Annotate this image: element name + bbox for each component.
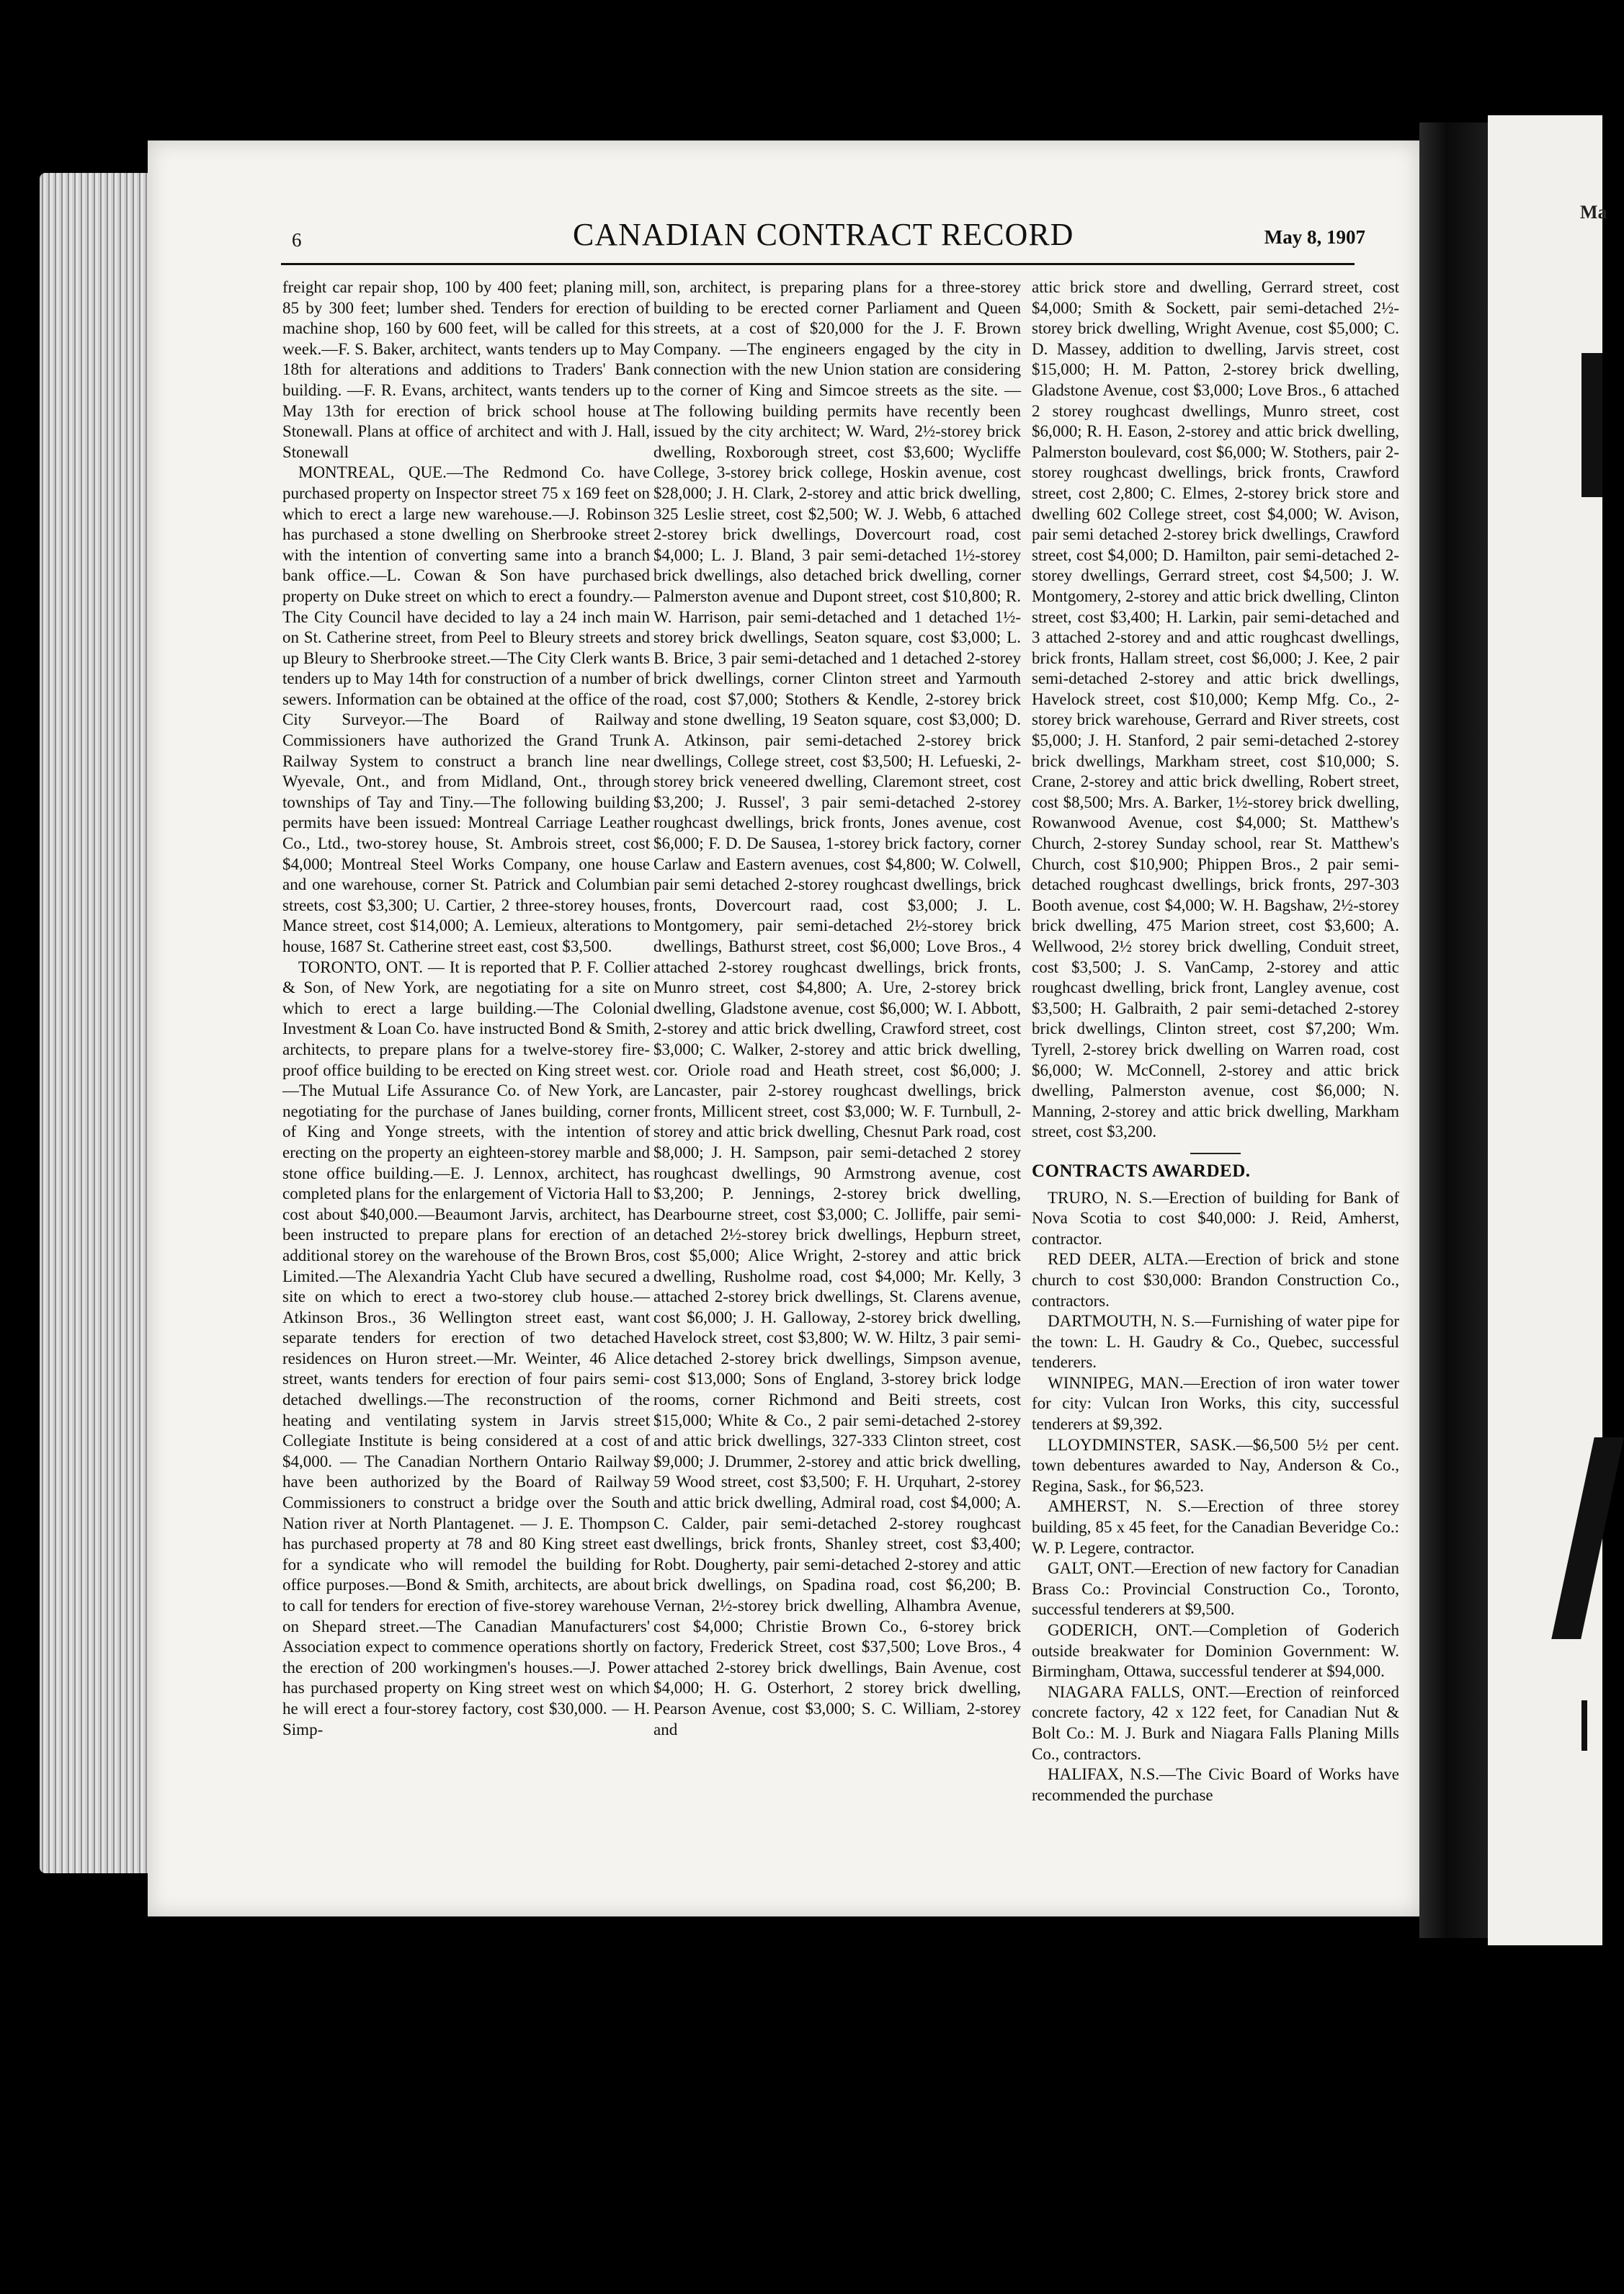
contract-award: GODERICH, ONT.—Completion of Goderich outside breakwater for Dominion Government: W. Birmingham, Ottawa, successful tenderer at $94,000. [1032, 1621, 1399, 1681]
contract-award: HALIFAX, N.S.—The Civic Board of Works have recommended the purchase [1032, 1765, 1399, 1804]
page-header [292, 216, 1365, 259]
book-page-edges [40, 173, 155, 1873]
contract-award: LLOYDMINSTER, SASK.—$6,500 5½ per cent. town debentures awarded to Nay, Anderson & Co., Regina, Sask., for $6,523. [1032, 1435, 1399, 1495]
facing-page-header-fragment: Ma [1580, 202, 1607, 223]
contract-award: WINNIPEG, MAN.—Erection of iron water tower for city: Vulcan Iron Works, this city, successful tenderers at $9,392. [1032, 1373, 1399, 1434]
journal-title: CANADIAN CONTRACT RECORD [573, 217, 1074, 252]
section-heading: CONTRACTS AWARDED. [1032, 1161, 1251, 1181]
contract-award: DARTMOUTH, N. S.—Furnishing of water pipe for the town: L. H. Gaudry & Co., Quebec, successful tenderers. [1032, 1312, 1399, 1372]
text-column-3 [1032, 277, 1399, 1806]
text-column-1 [282, 277, 650, 1740]
paragraph: attic brick store and dwelling, Gerrard street, cost $4,000; Smith & Sockett, pair semi-detached 2½-storey brick dwelling, Wright Avenue, cost $5,000; C. D. Massey, addition to dwelling, Jarvis street, cost $15,000; H. M. Patton, 2-storey brick dwelling, Gladstone Avenue, cost $3,000; Love Bros., 6 attached 2 storey roughcast dwellings, Munro street, cost $6,000; R. H. Eason, 2-storey and attic brick dwelling, Palmerston boulevard, cost $6,000; W. Stothers, pair 2-storey roughcast dwellings, brick fronts, Crawford street, cost 2,800; C. Elmes, 2-storey brick store and dwelling 602 College street, cost $4,000; W. Avison, pair semi detached 2-storey brick dwellings, Crawford street, cost $4,000; D. Hamilton, pair semi-detached 2-storey dwellings, Gerrard street, cost $4,500; J. W. Montgomery, 2-storey and attic brick dwelling, Clinton street, cost $3,400; H. Larkin, pair semi-detached and 3 attached 2-storey and and attic roughcast dwellings, brick fronts, Hallam street, cost $6,000; J. Kee, 2 pair semi-detached 2-storey and attic brick dwellings, Havelock street, cost $10,000; Kemp Mfg. Co., 2-storey brick warehouse, Gerrard and River streets, cost $5,000; J. H. Stanford, 2 pair semi-detached 2-storey brick dwellings, Markham street, cost $10,000; S. Crane, 2-storey and attic brick dwelling, Robert street, cost $8,500; Mrs. A. Barker, 1½-storey brick dwelling, Rowanwood Avenue, cost $4,000; St. Matthew's Church, 2-storey Sunday school, rear St. Matthew's Church, cost $10,900; Phippen Bros., 2 pair semi-detached roughcast dwellings, brick fronts, 297-303 Booth avenue, cost $4,000; W. H. Bagshaw, 2½-storey brick dwelling, 475 Marion street, cost $3,600; A. Wellwood, 2½ storey brick dwelling, Conduit street, cost $3,500; J. S. VanCamp, 2-storey and attic roughcast dwelling, brick front, Langley avenue, cost $3,500; H. Galbraith, 2 pair semi-detached 2-storey brick dwellings, Clinton street, cost $7,200; Wm. Tyrell, 2-storey brick dwelling on Warren road, cost $6,000; W. McConnell, 2-storey and attic brick dwelling, Palmerston avenue, cost $6,000; N. Manning, 2-storey and attic brick dwelling, Markham street, cost $3,200. [1032, 278, 1399, 1141]
paragraph: TORONTO, ONT. — It is reported that P. F. Collier & Son, of New York, are negotiating for a site on which to erect a large building.—The Colonial Investment & Loan Co. have instructed Bond & Smith, architects, to prepare plans for a twelve-storey fire-proof office building to be erected on King street west.—The Mutual Life Assurance Co. of New York, are negotiating for the purchase of Janes building, corner of King and Yonge streets, with the intention of erecting on the property an eighteen-storey marble and stone office building.—E. J. Lennox, architect, has completed plans for the enlargement of Victoria Hall to cost about $40,000.—Beaumont Jarvis, architect, has been instructed to prepare plans for erection of an additional storey on the warehouse of the Brown Bros, Limited.—The Alexandria Yacht Club have secured a site on which to erect a two-storey club house.—Atkinson Bros., 36 Wellington street east, want separate tenders for erection of two detached residences on Huron street.—Mr. Weinter, 46 Alice street, wants tenders for erection of four pairs semi-detached dwellings.—The reconstruction of the heating and ventilating system in Jarvis street Collegiate Institute is being considered at a cost of $4,000. — The Canadian Northern Ontario Railway have been authorized by the Board of Railway Commissioners to construct a bridge over the South Nation river at North Plantagenet. — J. E. Thompson has purchased property at 78 and 80 King street east for a syndicate who will remodel the building for office purposes.—Bond & Smith, architects, are about to call for tenders for erection of five-storey warehouse on Shepard street.—The Canadian Manufacturers' Association expect to commence operations shortly on the erection of 200 workingmen's houses.—J. Power has purchased property on King street west on which he will erect a four-storey factory, cost $30,000. — H. Simp- [282, 958, 650, 1739]
text-column-2 [653, 277, 1021, 1740]
section-divider [1190, 1153, 1241, 1154]
paragraph: son, architect, is preparing plans for a three-storey building to be erected corner Parliament and Queen streets, at a cost of $20,000 for the J. F. Brown Company. —The engineers engaged by the city in connection with the new Union station are considering the corner of King and Simcoe streets as the site. — The following building permits have recently been issued by the city architect; W. Ward, 2½-storey brick dwelling, Roxborough street, cost $3,600; Wycliffe College, 3-storey brick college, Hoskin avenue, cost $28,000; J. H. Clark, 2-storey and attic brick dwelling, 325 Leslie street, cost $2,500; W. J. Webb, 6 attached 2-storey brick dwellings, Dovercourt road, cost $4,000; L. J. Bland, 3 pair semi-detached 1½-storey brick dwellings, also detached brick dwelling, corner Palmerston avenue and Dupont street, cost $10,800; R. W. Harrison, pair semi-detached and 1 detached 1½-storey brick dwellings, Seaton square, cost $3,000; L. B. Brice, 3 pair semi-detached and 1 detached 2-storey brick dwellings, corner Clinton street and Yarmouth road, cost $7,000; Stothers & Kendle, 2-storey brick and stone dwelling, 19 Seaton square, cost $3,000; D. A. Atkinson, pair semi-detached 2-storey brick dwellings, College street, cost $3,500; H. Lefueski, 2-storey brick veneered dwelling, Claremont street, cost $3,200; J. Russel', 3 pair semi-detached 2-storey roughcast dwellings, brick fronts, Jones avenue, cost $6,000; F. D. De Sausea, 1-storey brick factory, corner Carlaw and Eastern avenues, cost $4,800; W. Colwell, pair semi detached 2-storey roughcast dwellings, brick fronts, Dovercourt raad, cost $3,000; J. L. Montgomery, pair semi-detached 2½-storey brick dwellings, Bathurst street, cost $6,000; Love Bros., 4 attached 2-storey roughcast dwellings, brick fronts, Munro street, cost $4,800; A. Ure, 2-storey brick dwelling, Gladstone avenue, cost $6,000; W. I. Abbott, 2-storey and attic brick dwelling, Crawford street, cost $3,000; C. Walker, 2-storey and attic brick dwelling, cor. Oriole road and Heath street, cost $6,000; J. Lancaster, pair 2-storey roughcast dwellings, brick fronts, Millicent street, cost $3,000; W. F. Turnbull, 2-storey and attic brick dwelling, Chesnut Park road, cost $8,000; J. H. Sampson, pair semi-detached 2 storey roughcast dwellings, 90 Armstrong avenue, cost $3,200; P. Jennings, 2-storey brick dwelling, Dearbourne street, cost $3,000; C. Jolliffe, pair semi-detached 2½-storey brick dwellings, Hepburn street, cost $5,000; Alice Wright, 2-storey and attic brick dwelling, Rusholme road, cost $4,000; Mr. Kelly, 3 attached 2-storey brick dwellings, St. Clarens avenue, cost $6,000; J. H. Galloway, 2-storey brick dwelling, Havelock street, cost $3,800; W. W. Hiltz, 3 pair semi-detached 2-storey brick dwellings, Simpson avenue, cost $13,000; Sons of England, 3-storey brick lodge rooms, corner Richmond and Beiti streets, cost $15,000; White & Co., 2 pair semi-detached 2-storey and attic brick dwellings, 327-333 Clinton street, cost $9,000; J. Drummer, 2-storey and attic brick dwelling, 59 Wood street, cost $3,500; F. H. Urquhart, 2-storey and attic brick dwelling, Admiral road, cost $4,000; A. C. Calder, pair semi-detached 2-storey roughcast dwellings, brick fronts, Shanley street, cost $3,400; Robt. Dougherty, pair semi-detached 2-storey and attic brick dwellings, on Spadina road, cost $6,200; B. Vernan, 2½-storey brick dwelling, Alhambra Avenue, cost $4,000; Christie Brown Co., 6-storey brick factory, Frederick Street, cost $37,500; Love Bros., 4 attached 2-storey brick dwellings, Bain Avenue, cost $4,000; H. G. Osterhort, 2 storey brick dwelling, Pearson Avenue, cost $3,000; S. C. William, 2-storey and [653, 278, 1021, 1739]
paragraph: freight car repair shop, 100 by 400 feet; planing mill, 85 by 300 feet; lumber shed. Tenders for erection of machine shop, 160 by 600 feet, will be called for this week.—F. S. Baker, architect, wants tenders up to May 18th for alterations and additions to Traders' Bank building. —F. R. Evans, architect, wants tenders up to May 13th for erection of brick school house at Stonewall. Plans at office of architect and with J. Hall, Stonewall [282, 278, 650, 461]
header-rule [281, 263, 1355, 265]
contract-award: NIAGARA FALLS, ONT.—Erection of reinforced concrete factory, 42 x 122 feet, for Canadian Nut & Bolt Co.: M. J. Burk and Niagara Falls Planing Mills Co., contractors. [1032, 1682, 1399, 1763]
page-number: 6 [292, 229, 302, 251]
facing-page [1488, 115, 1607, 1945]
facing-page-large-letter-fragment [1581, 353, 1602, 497]
contract-award: TRURO, N. S.—Erection of building for Bank of Nova Scotia to cost $40,000: J. Reid, Amherst, contractor. [1032, 1188, 1399, 1248]
book-gutter [1419, 122, 1488, 1938]
paragraph: MONTREAL, QUE.—The Redmond Co. have purchased property on Inspector street 75 x 169 feet on which to erect a large new warehouse.—J. Robinson has purchased a stone dwelling on Sherbrooke street with the intention of converting same into a branch bank office.—L. Cowan & Son have purchased property on Duke street on which to erect a foundry.—The City Council have decided to lay a 24 inch main on St. Catherine street, from Peel to Bleury streets and up Bleury to Sherbrooke street.—The City Clerk wants tenders up to May 14th for construction of a number of sewers. Information can be obtained at the office of the City Surveyor.—The Board of Railway Commissioners have authorized the Grand Trunk Railway System to construct a branch line near Wyevale, Ont., and from Midland, Ont., through townships of Tay and Tiny.—The following building permits have been issued: Montreal Carriage Leather Co., Ltd., two-storey house, St. Ambrois street, cost $4,000; Montreal Steel Works Company, one house and one warehouse, corner St. Patrick and Columbian streets, cost $3,300; U. Cartier, 2 three-storey houses, Mance street, cost $14,000; A. Lemieux, alterations to house, 1687 St. Catherine street east, cost $3,500. [282, 463, 650, 955]
facing-page-small-letter-fragment [1581, 1700, 1602, 1751]
contract-award: RED DEER, ALTA.—Erection of brick and stone church to cost $30,000: Brandon Construction Co., contractors. [1032, 1250, 1399, 1310]
contract-award: AMHERST, N. S.—Erection of three storey building, 85 x 45 feet, for the Canadian Beveridge Co.: W. P. Legere, contractor. [1032, 1497, 1399, 1557]
issue-date: May 8, 1907 [1264, 226, 1365, 248]
contract-award: GALT, ONT.—Erection of new factory for Canadian Brass Co.: Provincial Construction Co., Toronto, successful tenderers at $9,500. [1032, 1559, 1399, 1619]
facing-page-large-letter-fragment [1551, 1437, 1624, 1639]
